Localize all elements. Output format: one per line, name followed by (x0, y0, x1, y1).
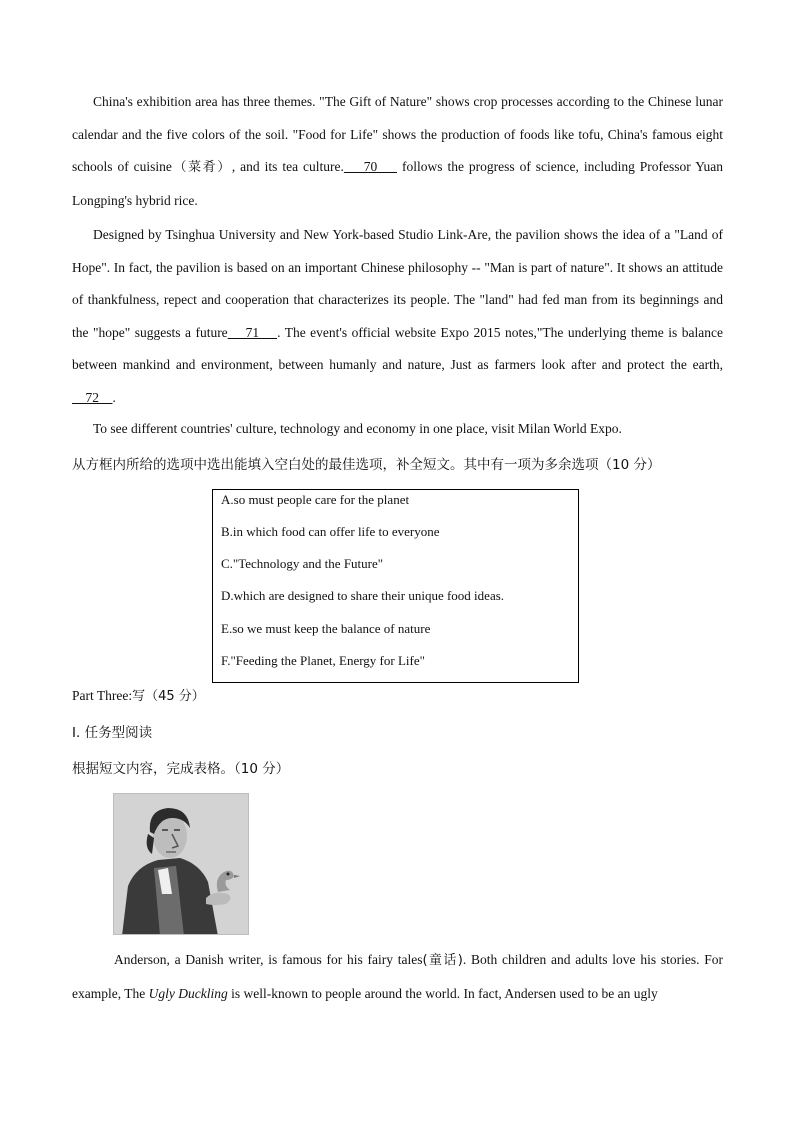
passage-paragraph-1: China's exhibition area has three themes. "The Gift of Nature" shows crop processes according to the Chinese lunar calendar and the five colors of the soil. "Food for Life" shows the production of foods like tofu, China's famous eight schools of cuisine（菜肴）, and its tea culture. 70 follows the progress of science, including Professor Yuan Longping's hybrid rice. (72, 94, 723, 208)
option-d: D.which are designed to share their unique food ideas. (221, 588, 505, 603)
section-heading: Ⅰ. 任务型阅读 (72, 725, 153, 741)
andersen-paragraph: Anderson, a Danish writer, is famous for his fairy tales(童话). Both children and adults love his stories. For example, The Ugly Duckling is well-known to people around the world. In fact, Andersen used to be an ugly (72, 952, 723, 1001)
option-c: C."Technology and the Future" (221, 556, 384, 571)
book-title: Ugly Duckling (148, 985, 228, 1001)
option-b: B.in which food can offer life to everyone (221, 524, 440, 539)
blank-72[interactable]: 72 (72, 389, 113, 405)
part-three-heading: Part Three:写（45 分） (72, 688, 205, 704)
andersen-portrait-illustration (114, 794, 249, 935)
blank-70[interactable]: 70 (343, 159, 398, 174)
option-a: A.so must people care for the planet (221, 492, 410, 507)
section-instruction: 根据短文内容，完成表格。（10 分） (72, 761, 290, 777)
option-e: E.so we must keep the balance of nature (221, 621, 431, 636)
andersen-portrait-image (113, 793, 249, 935)
passage-paragraph-3: To see different countries' culture, technology and economy in one place, visit Milan World Expo. (93, 421, 622, 436)
fill-instruction: 从方框内所给的选项中选出能填入空白处的最佳选项，补全短文。其中有一项为多余选项（10 分） (72, 457, 661, 473)
blank-71[interactable]: 71 (227, 324, 278, 340)
passage-paragraph-2: Designed by Tsinghua University and New York-based Studio Link-Are, the pavilion shows the idea of a "Land of Hope". In fact, the pavilion is based on an important Chinese philosophy -- "Man is part of nature". It shows an attitude of thankfulness, repect and cooperation that characterizes its people. The "land" had fed man from its beginnings and the "hope" suggests a future 71 . The event's official website Expo 2015 notes,"The underlying theme is balance between mankind and environment, between humanly and nature, Just as farmers look after and protect the earth, 72 . (72, 227, 723, 405)
option-f: F."Feeding the Planet, Energy for Life" (221, 653, 425, 668)
options-box (212, 489, 579, 683)
